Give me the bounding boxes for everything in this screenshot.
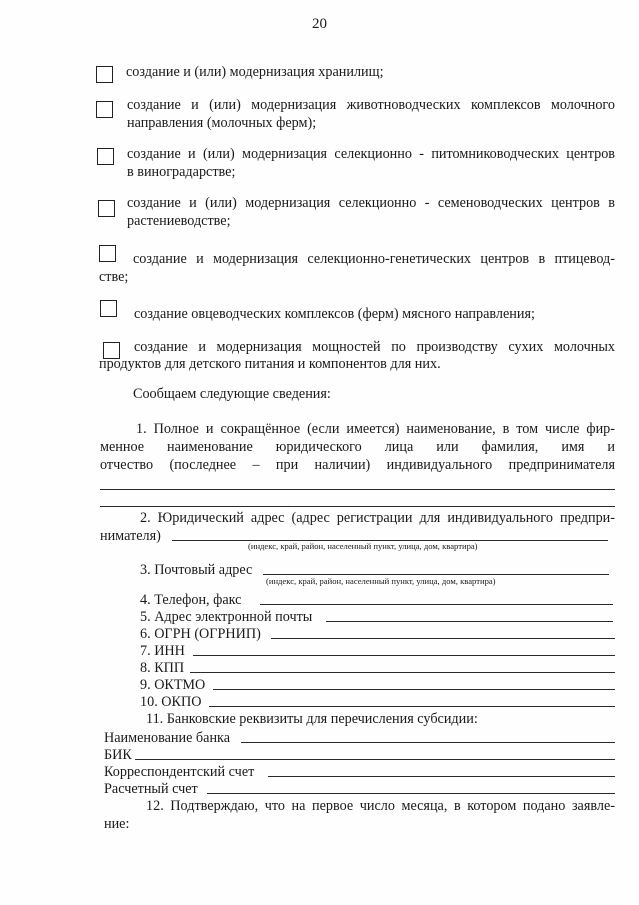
field3-hint: (индекс, край, район, населенный пункт, улица, дом, квартира) xyxy=(266,576,496,586)
settlement-account-label: Расчетный счет xyxy=(104,781,198,797)
field3-label: 3. Почтовый адрес xyxy=(140,562,253,578)
bik-label: БИК xyxy=(104,747,132,763)
option-label: продуктов для детского питания и компонентов для них. xyxy=(99,356,441,372)
option-label: создание и (или) модернизация селекционно - семеноводческих центров в xyxy=(127,195,615,211)
checkbox[interactable] xyxy=(96,101,113,118)
field1-label: отчество (последнее – при наличии) индивидуального предпринимателя xyxy=(100,457,615,473)
email-input-line[interactable] xyxy=(326,621,613,622)
field1-input-line[interactable] xyxy=(100,506,615,507)
bank-name-input-line[interactable] xyxy=(241,742,615,743)
oktmo-input-line[interactable] xyxy=(213,689,615,690)
option-label: создание и модернизация селекционно-генетических центров в птицевод- xyxy=(133,251,615,267)
bik-input-line[interactable] xyxy=(135,759,615,760)
oktmo-label: 9. ОКТМО xyxy=(140,677,206,693)
option-label: растениеводстве; xyxy=(127,213,231,229)
field1-label: менное наименование юридического лица или фамилия, имя и xyxy=(100,439,615,455)
kpp-input-line[interactable] xyxy=(190,672,615,673)
kpp-label: 8. КПП xyxy=(140,660,185,676)
okpo-input-line[interactable] xyxy=(209,706,615,707)
email-label: 5. Адрес электронной почты xyxy=(140,609,313,625)
checkbox[interactable] xyxy=(97,148,114,165)
phone-fax-input-line[interactable] xyxy=(260,604,613,605)
confirmation-text: ние: xyxy=(104,816,130,832)
inn-input-line[interactable] xyxy=(193,655,615,656)
settlement-account-input-line[interactable] xyxy=(207,793,615,794)
inn-label: 7. ИНН xyxy=(140,643,185,659)
intro-text: Сообщаем следующие сведения: xyxy=(133,386,331,402)
option-label: в виноградарстве; xyxy=(127,164,236,180)
checkbox[interactable] xyxy=(98,200,115,217)
confirmation-text: 12. Подтверждаю, что на первое число месяца, в котором подано заявле- xyxy=(146,798,615,814)
bank-details-title: 11. Банковские реквизиты для перечисления субсидии: xyxy=(146,711,478,727)
field2-hint: (индекс, край, район, населенный пункт, улица, дом, квартира) xyxy=(248,541,478,551)
ogrn-label: 6. ОГРН (ОГРНИП) xyxy=(140,626,261,642)
field2-label: 2. Юридический адрес (адрес регистрации для индивидуального предпри- xyxy=(140,510,615,526)
checkbox[interactable] xyxy=(96,66,113,83)
okpo-label: 10. ОКПО xyxy=(140,694,202,710)
checkbox[interactable] xyxy=(100,300,117,317)
bank-name-label: Наименование банка xyxy=(104,730,231,746)
field2-label: нимателя) xyxy=(100,528,161,544)
option-label: стве; xyxy=(99,269,129,285)
checkbox[interactable] xyxy=(99,245,116,262)
option-label: создание и (или) модернизация животноводческих комплексов молочного xyxy=(127,97,615,113)
option-label: создание и (или) модернизация селекционно - питомниководческих центров xyxy=(127,146,615,162)
field1-label: 1. Полное и сокращённое (если имеется) наименование, в том числе фир- xyxy=(136,421,615,437)
option-label: направления (молочных ферм); xyxy=(127,115,317,131)
option-label: создание и модернизация мощностей по производству сухих молочных xyxy=(134,339,615,355)
ogrn-input-line[interactable] xyxy=(271,638,615,639)
option-label: создание и (или) модернизация хранилищ; xyxy=(126,64,384,80)
option-label: создание овцеводческих комплексов (ферм) мясного направления; xyxy=(134,306,535,322)
field3-input-line[interactable] xyxy=(263,574,609,575)
corr-account-label: Корреспондентский счет xyxy=(104,764,255,780)
corr-account-input-line[interactable] xyxy=(268,776,615,777)
page-number: 20 xyxy=(312,16,327,32)
field1-input-line[interactable] xyxy=(100,489,615,490)
phone-fax-label: 4. Телефон, факс xyxy=(140,592,242,608)
